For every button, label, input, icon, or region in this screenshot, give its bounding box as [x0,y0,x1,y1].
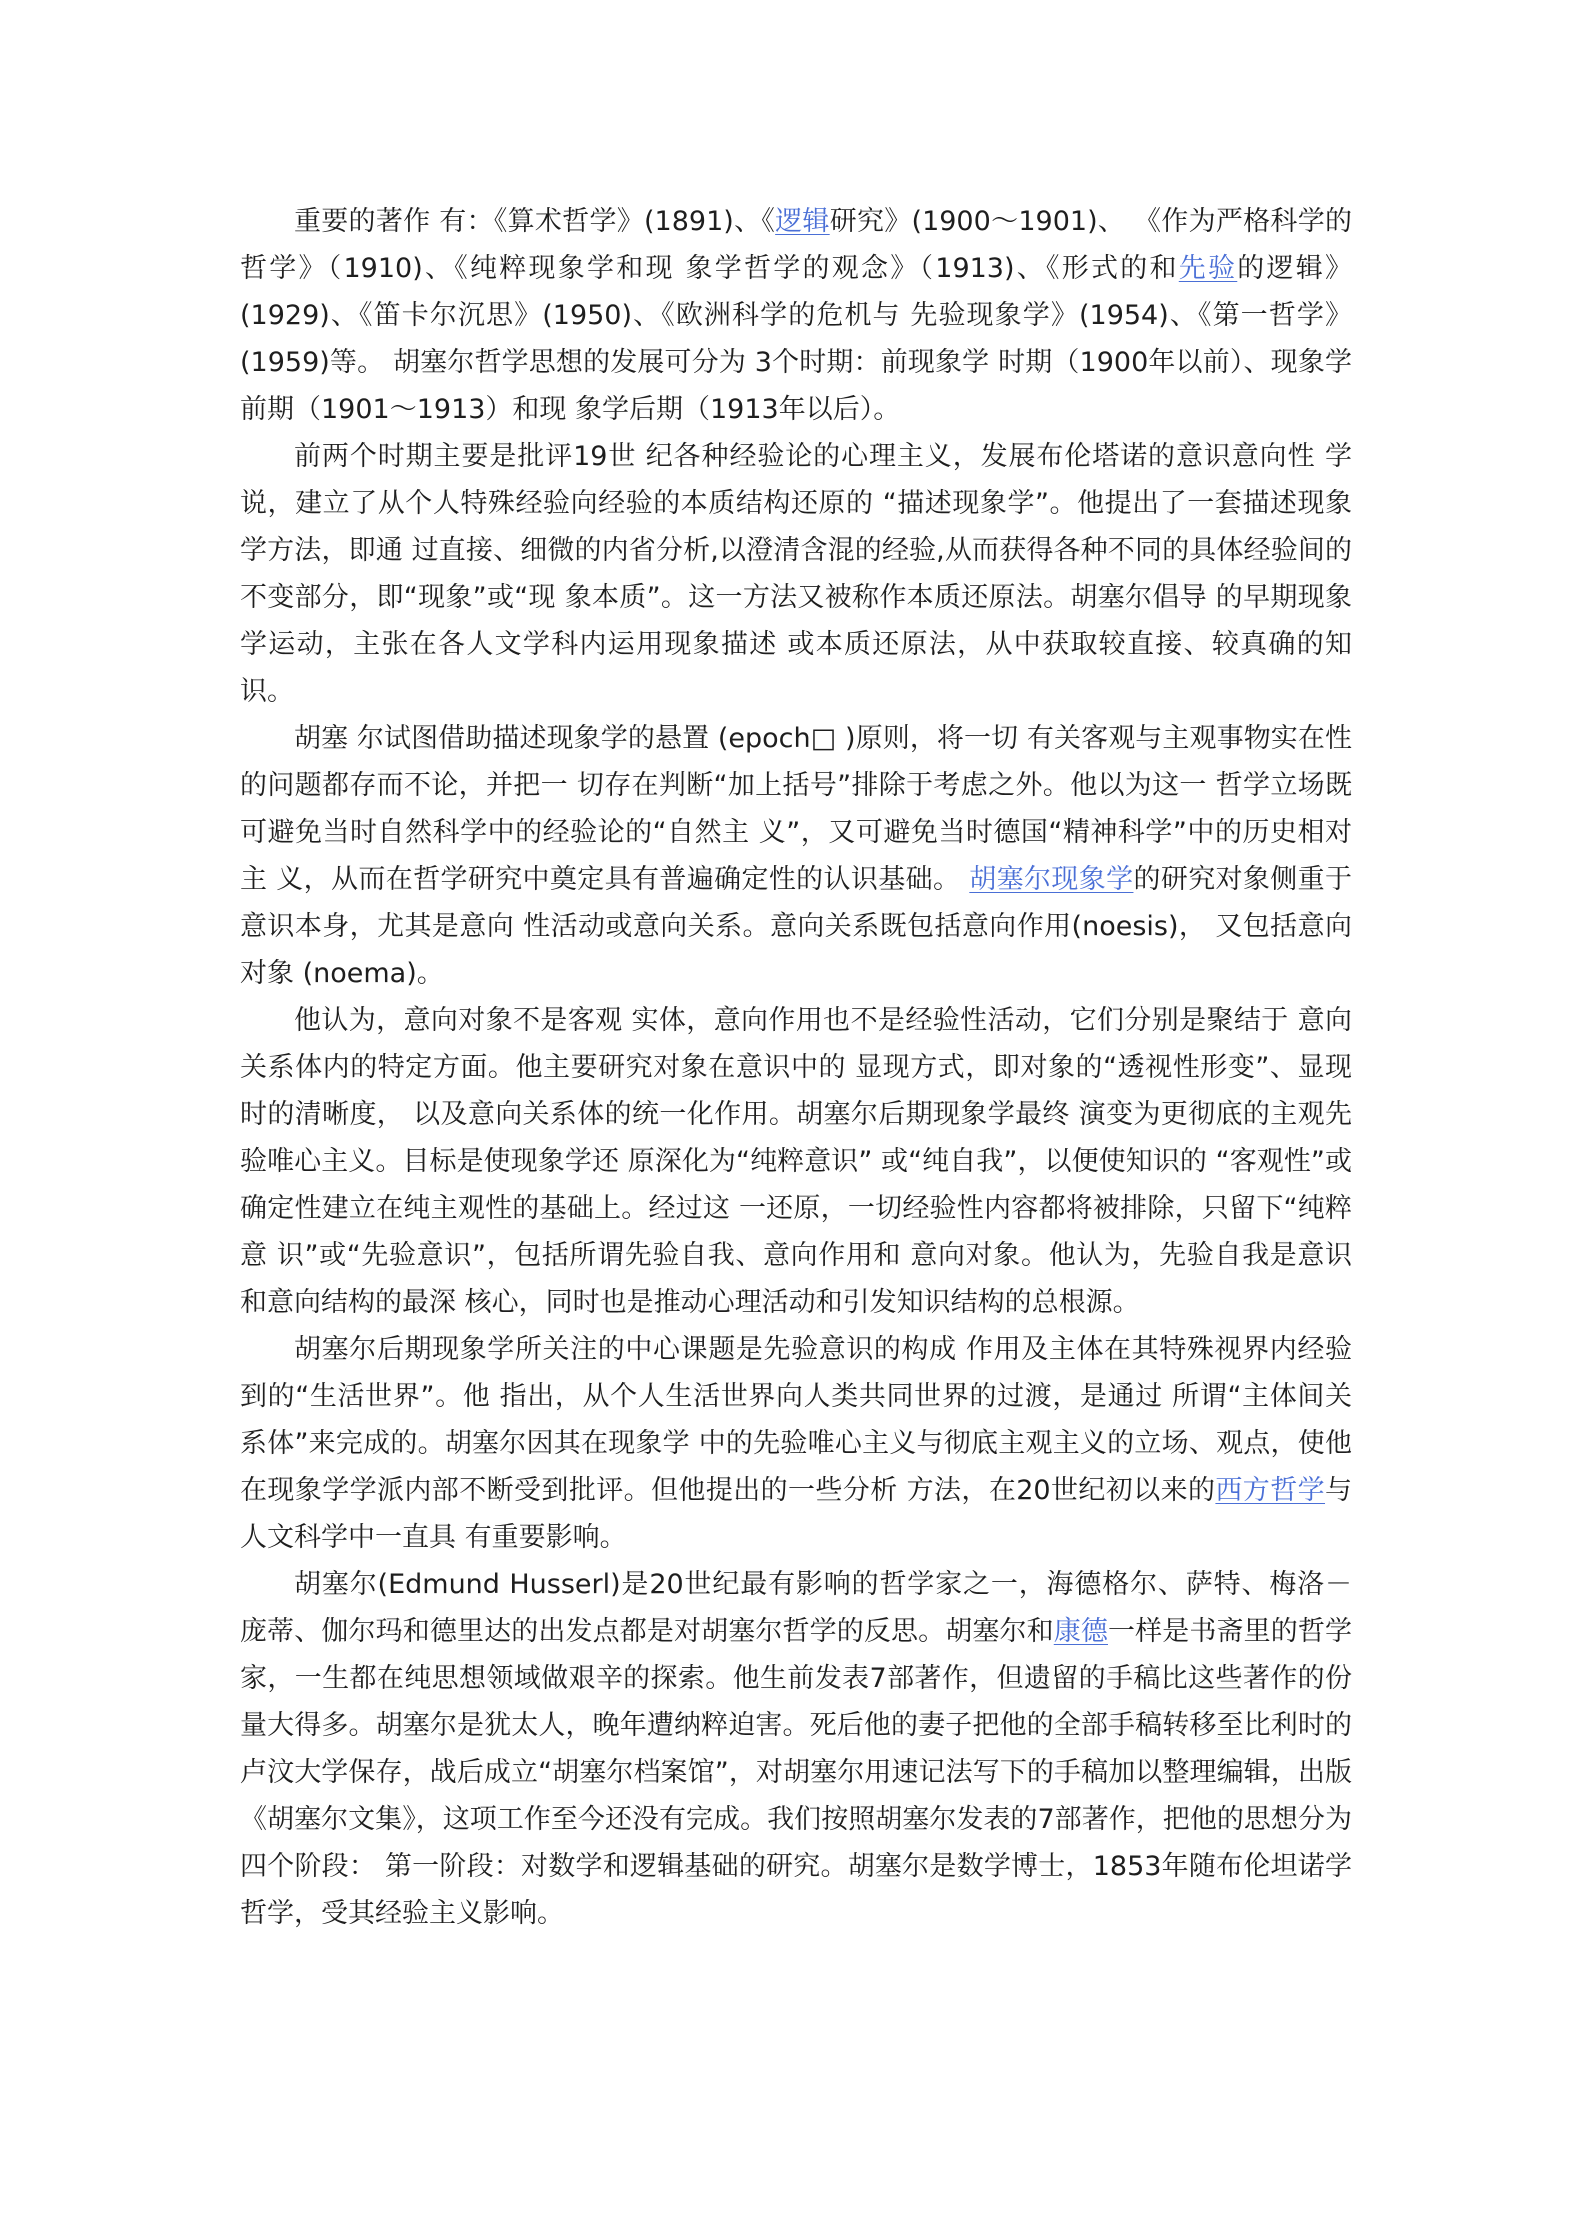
link-husserl-phenomenology[interactable]: 胡塞尔现象学 [969,864,1134,895]
link-kant[interactable]: 康德 [1053,1616,1108,1647]
p1-text-3: 的逻辑》 (1929)、《笛卡尔沉思》(1950)、《欧洲科学的危机与 先验现象学》(1954)、《第一哲学》(1959)等。 胡塞尔哲学思想的发展可分为 3个时期：前现象学 时期（1900年以前）、现象学前期（1901～1913）和现 象学后期（1913年以后）。 [240,253,1353,425]
p5-text-1: 胡塞尔后期现象学所关注的中心课题是先验意识的构成 作用及主体在其特殊视界内经验到的“生活世界”。他 指出，从个人生活世界向人类共同世界的过渡，是通过 所谓“主体间关系体”来完成的。胡塞尔因其在现象学 中的先验唯心主义与彻底主观主义的立场、观点，使他 在现象学学派内部不断受到批评。但他提出的一些分析 方法，在20世纪初以来的 [240,1334,1352,1506]
link-transcendental[interactable]: 先验 [1178,253,1238,284]
p5-text-2: 与人文科学中一直具 有重要影响。 [240,1475,1353,1553]
paragraph-1 [240,198,1352,433]
p3-text-2: 的研究对象侧重于意识本身，尤其是意向 性活动或意向关系。意向关系既包括意向作用(noesis)， 又包括意向对象 (noema)。 [240,864,1353,989]
p6-text-2: 一样是书斋里的哲学家，一生都在纯思想领域做艰辛的探索。他生前发表7部著作，但遗留的手稿比这些著作的份量大得多。胡塞尔是犹太人，晚年遭纳粹迫害。死后他的妻子把他的全部手稿转移至比利时的卢汶大学保存，战后成立“胡塞尔档案馆”，对胡塞尔用速记法写下的手稿加以整理编辑，出版《胡塞尔文集》，这项工作至今还没有完成。我们按照胡塞尔发表的7部著作，把他的思想分为四个阶段： 第一阶段：对数学和逻辑基础的研究。胡塞尔是数学博士，1853年随布伦坦诺学哲学，受其经验主义影响。 [240,1616,1352,1929]
p2-text-1: 前两个时期主要是批评19世 纪各种经验论的心理主义，发展布伦塔诺的意识意向性 学说，建立了从个人特殊经验向经验的本质结构还原的 “描述现象学”。他提出了一套描述现象学方法，即通 过直接、细微的内省分析,以澄清含混的经验,从而获得各种不同的具体经验间的不变部分，即“现象”或“现 象本质”。这一方法又被称作本质还原法。胡塞尔倡导 的早期现象学运动，主张在各人文学科内运用现象描述 或本质还原法，从中获取较直接、较真确的知识。 [240,441,1352,707]
document-page [240,198,1352,1937]
p4-text-1: 他认为，意向对象不是客观 实体，意向作用也不是经验性活动，它们分别是聚结于 意向关系体内的特定方面。他主要研究对象在意识中的 显现方式，即对象的“透视性形变”、显现时的清晰度， 以及意向关系体的统一化作用。胡塞尔后期现象学最终 演变为更彻底的主观先验唯心主义。目标是使现象学还 原深化为“纯粹意识” 或“纯自我”，以便使知识的 “客观性”或确定性建立在纯主观性的基础上。经过这 一还原，一切经验性内容都将被排除，只留下“纯粹意 识”或“先验意识”，包括所谓先验自我、意向作用和 意向对象。他认为，先验自我是意识和意向结构的最深 核心，同时也是推动心理活动和引发知识结构的总根源。 [240,1005,1352,1318]
p3-text-1: 胡塞 尔试图借助描述现象学的悬置 (epoch□ )原则，将一切 有关客观与主观事物实在性的问题都存而不论，并把一 切存在判断“加上括号”排除于考虑之外。他以为这一 哲学立场既可避免当时自然科学中的经验论的“自然主 义”，又可避免当时德国“精神科学”中的历史相对主 义，从而在哲学研究中奠定具有普遍确定性的认识基础。 [240,723,1352,895]
paragraph-6 [240,1561,1352,1937]
p6-text-1: 胡塞尔(Edmund Husserl)是20世纪最有影响的哲学家之一，海德格尔、萨特、梅洛－庞蒂、伽尔玛和德里达的出发点都是对胡塞尔哲学的反思。胡塞尔和 [240,1569,1352,1647]
link-western-philosophy[interactable]: 西方哲学 [1215,1475,1326,1506]
p1-text-2: 研究》(1900～1901)、 《作为严格科学的哲学》（1910)、《纯粹现象学和现 象学哲学的观念》（1913)、《形式的和 [240,206,1352,284]
paragraph-2 [240,433,1352,715]
link-logic[interactable]: 逻辑 [775,206,830,237]
paragraph-3 [240,715,1352,997]
paragraph-5 [240,1326,1352,1561]
p1-text-1: 重要的著作 有：《算术哲学》(1891)、《 [294,206,776,237]
paragraph-4 [240,997,1352,1326]
